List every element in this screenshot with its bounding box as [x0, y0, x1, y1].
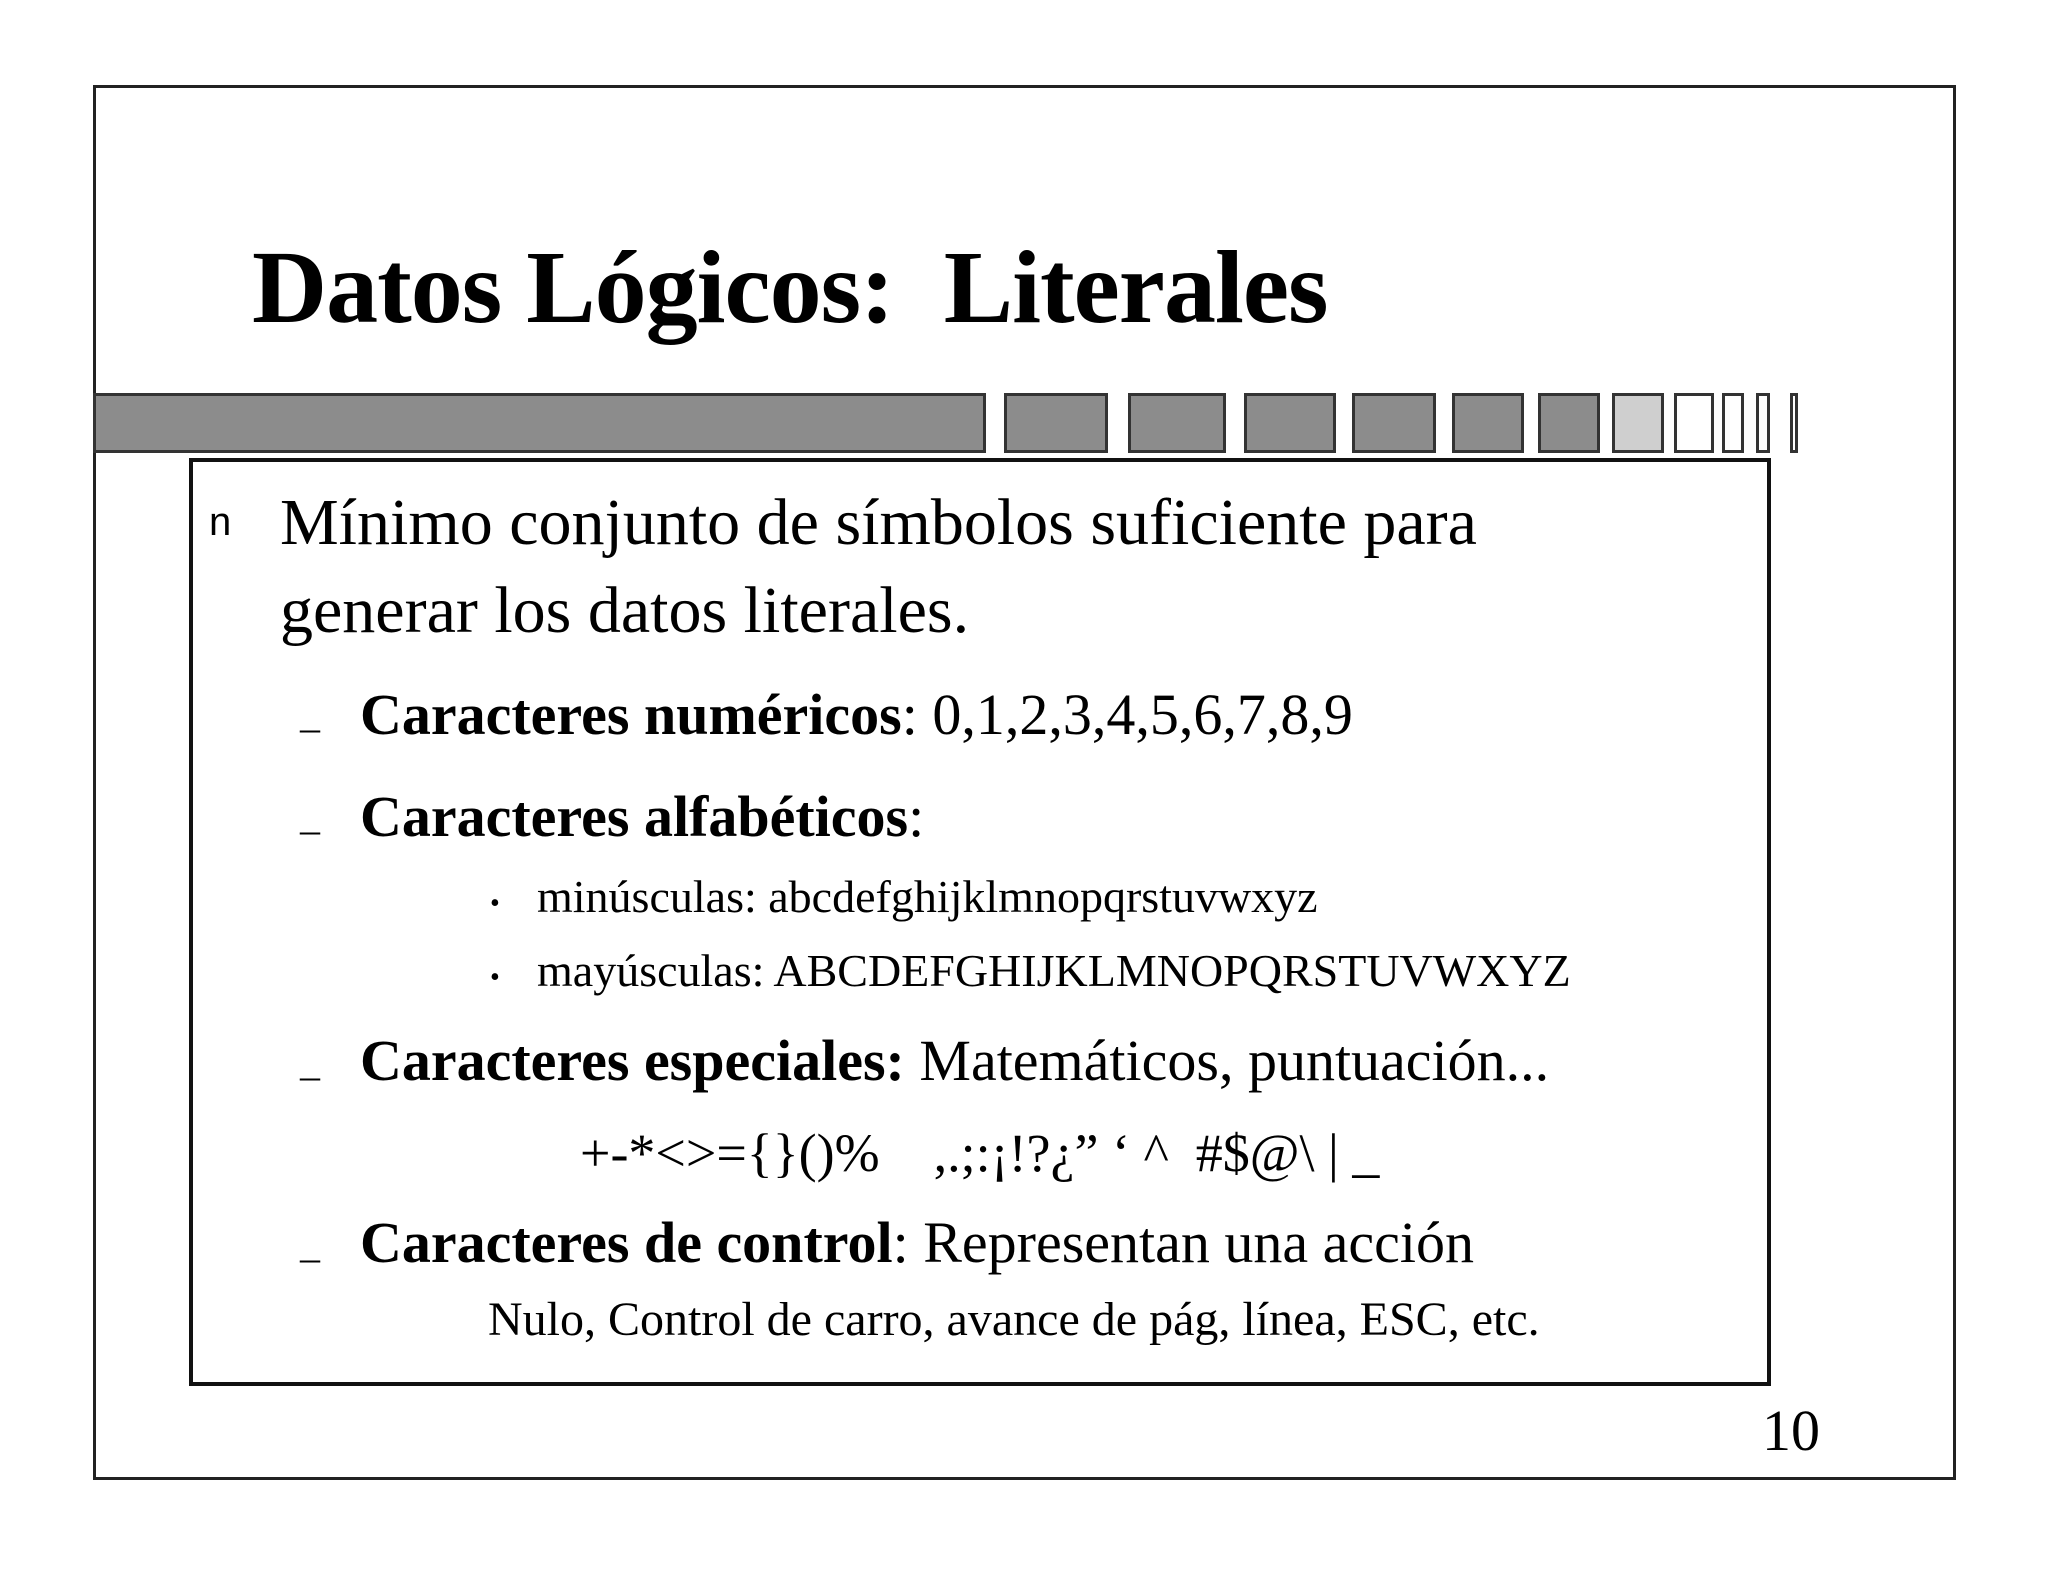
- slide-title: Datos Lógicos: Literales: [252, 230, 1328, 345]
- main-bullet-marker: n: [209, 500, 232, 544]
- title-bar-segment: [1244, 393, 1336, 453]
- dash-marker: –: [300, 1053, 320, 1098]
- item-alphabetic-label: Caracteres alfabéticos: [360, 784, 909, 849]
- item-special: [360, 1028, 1550, 1093]
- item-numeric-label: Caracteres numéricos: [360, 682, 902, 747]
- title-bar-segment: [1128, 393, 1226, 453]
- item-numeric: [360, 682, 1353, 747]
- item-control-separator: :: [892, 1210, 909, 1275]
- sub-bullet-dot: •: [490, 962, 500, 993]
- title-bar-segment: [1790, 393, 1798, 453]
- title-bar-segment: [1722, 393, 1744, 453]
- main-bullet-line-2: generar los datos literales.: [280, 574, 970, 647]
- control-examples-line: Nulo, Control de carro, avance de pág, línea, ESC, etc.: [488, 1293, 1540, 1346]
- item-special-label: Caracteres especiales: [360, 1028, 886, 1093]
- dash-marker: –: [300, 705, 320, 750]
- dash-marker: –: [300, 1235, 320, 1280]
- special-symbols-line: +-*<>={}()% ,.;:¡!?¿” ‘ ^ #$@\ | _: [580, 1123, 1380, 1183]
- title-bar-segment: [1674, 393, 1714, 453]
- item-control-label: Caracteres de control: [360, 1210, 893, 1275]
- title-bar-segment: [1004, 393, 1108, 453]
- item-numeric-text: 0,1,2,3,4,5,6,7,8,9: [917, 682, 1353, 747]
- title-bar-long-segment: [93, 393, 986, 453]
- item-special-separator: :: [885, 1028, 905, 1093]
- dash-marker: –: [300, 807, 320, 852]
- item-alphabetic-separator: :: [908, 784, 925, 849]
- item-control-text: Representan una acción: [908, 1210, 1474, 1275]
- title-bar-segment: [1452, 393, 1524, 453]
- title-bar-segment: [1538, 393, 1600, 453]
- item-special-text: Matemáticos, puntuación...: [904, 1028, 1550, 1093]
- page-number: 10: [1762, 1398, 1820, 1463]
- main-bullet-line-1: Mínimo conjunto de símbolos suficiente para: [280, 486, 1477, 559]
- item-alphabetic: [360, 784, 925, 849]
- sub-bullet-dot: •: [490, 888, 500, 919]
- title-bar-segment: [1612, 393, 1664, 453]
- title-bar-segment: [1352, 393, 1436, 453]
- item-control: [360, 1210, 1474, 1275]
- uppercase-line: mayúsculas: ABCDEFGHIJKLMNOPQRSTUVWXYZ: [537, 945, 1571, 996]
- lowercase-line: minúsculas: abcdefghijklmnopqrstuvwxyz: [537, 871, 1318, 922]
- title-bar-segment: [1756, 393, 1770, 453]
- item-numeric-separator: :: [901, 682, 918, 747]
